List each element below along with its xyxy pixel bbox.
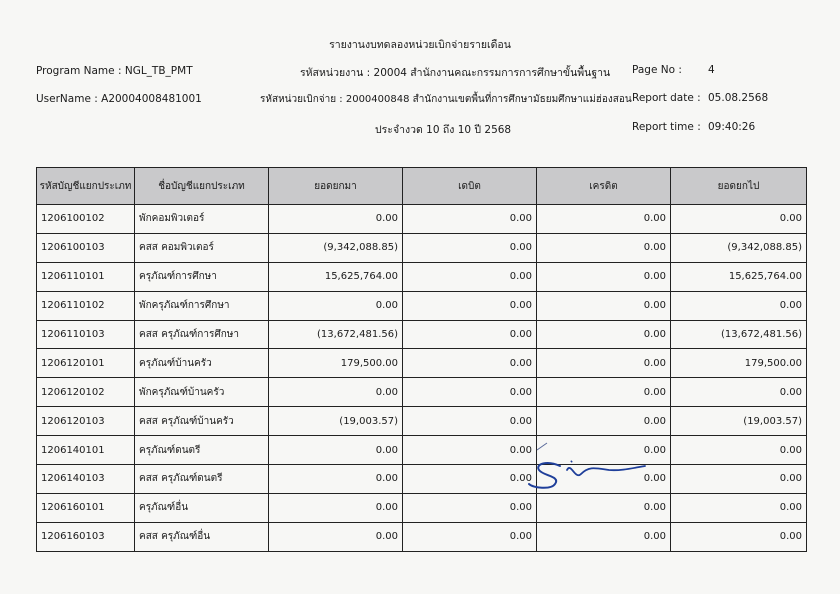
table-row bbox=[37, 465, 807, 494]
header-credit: เครดิต bbox=[537, 168, 671, 205]
cell-brought-forward: 0.00 bbox=[269, 522, 403, 551]
agency-line: รหัสหน่วยงาน : 20004 สำนักงานคณะกรรมการการศึกษาขั้นพื้นฐาน bbox=[300, 67, 611, 79]
cell-account-code: 1206160101 bbox=[37, 493, 135, 522]
cell-debit: 0.00 bbox=[403, 233, 537, 262]
cell-brought-forward: 0.00 bbox=[269, 378, 403, 407]
table-row bbox=[37, 436, 807, 465]
cell-account-code: 1206100102 bbox=[37, 205, 135, 234]
cell-account-code: 1206100103 bbox=[37, 233, 135, 262]
table-row bbox=[37, 522, 807, 551]
cell-account-name: คสส คอมพิวเตอร์ bbox=[135, 233, 269, 262]
cell-account-name: พักครุภัณฑ์การศึกษา bbox=[135, 291, 269, 320]
cell-carried-forward: (19,003.57) bbox=[671, 407, 807, 436]
cell-account-code: 1206110101 bbox=[37, 262, 135, 291]
cell-account-name: ครุภัณฑ์อื่น bbox=[135, 493, 269, 522]
table-row bbox=[37, 233, 807, 262]
cell-brought-forward: 0.00 bbox=[269, 291, 403, 320]
cell-account-name: คสส ครุภัณฑ์บ้านครัว bbox=[135, 407, 269, 436]
page-no-label: Page No : bbox=[632, 64, 682, 76]
table-row bbox=[37, 320, 807, 349]
report-date-label: Report date : bbox=[632, 92, 701, 104]
header-account-code: รหัสบัญชีแยกประเภท bbox=[37, 168, 135, 205]
cell-debit: 0.00 bbox=[403, 493, 537, 522]
cell-credit: 0.00 bbox=[537, 233, 671, 262]
cell-credit: 0.00 bbox=[537, 320, 671, 349]
cell-account-code: 1206120101 bbox=[37, 349, 135, 378]
cell-credit: 0.00 bbox=[537, 349, 671, 378]
cell-credit: 0.00 bbox=[537, 205, 671, 234]
cell-carried-forward: 0.00 bbox=[671, 493, 807, 522]
cell-carried-forward: (13,672,481.56) bbox=[671, 320, 807, 349]
cell-debit: 0.00 bbox=[403, 436, 537, 465]
report-title: รายงานงบทดลองหน่วยเบิกจ่ายรายเดือน bbox=[329, 39, 511, 51]
cell-account-code: 1206120102 bbox=[37, 378, 135, 407]
trial-balance-table bbox=[36, 167, 807, 552]
cell-account-name: คสส ครุภัณฑ์การศึกษา bbox=[135, 320, 269, 349]
username-value: A20004008481001 bbox=[101, 93, 202, 105]
cell-account-code: 1206120103 bbox=[37, 407, 135, 436]
cell-account-name: พักครุภัณฑ์บ้านครัว bbox=[135, 378, 269, 407]
cell-brought-forward: 15,625,764.00 bbox=[269, 262, 403, 291]
cell-brought-forward: (13,672,481.56) bbox=[269, 320, 403, 349]
cell-debit: 0.00 bbox=[403, 291, 537, 320]
username-row bbox=[36, 93, 202, 105]
cell-brought-forward: 179,500.00 bbox=[269, 349, 403, 378]
cell-credit: 0.00 bbox=[537, 436, 671, 465]
cell-carried-forward: 15,625,764.00 bbox=[671, 262, 807, 291]
table-row bbox=[37, 205, 807, 234]
program-name-row bbox=[36, 65, 193, 77]
cell-account-name: ครุภัณฑ์การศึกษา bbox=[135, 262, 269, 291]
header-debit: เดบิต bbox=[403, 168, 537, 205]
cell-brought-forward: 0.00 bbox=[269, 493, 403, 522]
cell-carried-forward: 0.00 bbox=[671, 378, 807, 407]
report-date-value: 05.08.2568 bbox=[708, 92, 769, 104]
cell-brought-forward: (19,003.57) bbox=[269, 407, 403, 436]
cell-credit: 0.00 bbox=[537, 407, 671, 436]
cell-credit: 0.00 bbox=[537, 465, 671, 494]
header-carried-forward: ยอดยกไป bbox=[671, 168, 807, 205]
cell-credit: 0.00 bbox=[537, 378, 671, 407]
program-name-label: Program Name : bbox=[36, 65, 122, 77]
table-row bbox=[37, 291, 807, 320]
cell-debit: 0.00 bbox=[403, 378, 537, 407]
cell-brought-forward: (9,342,088.85) bbox=[269, 233, 403, 262]
page-no-value: 4 bbox=[708, 64, 715, 76]
period-line: ประจำงวด 10 ถึง 10 ปี 2568 bbox=[375, 124, 512, 136]
cell-account-name: พักคอมพิวเตอร์ bbox=[135, 205, 269, 234]
report-time-value: 09:40:26 bbox=[708, 121, 756, 133]
cell-account-code: 1206140103 bbox=[37, 465, 135, 494]
cell-brought-forward: 0.00 bbox=[269, 465, 403, 494]
cell-brought-forward: 0.00 bbox=[269, 436, 403, 465]
table-row bbox=[37, 493, 807, 522]
cell-carried-forward: 179,500.00 bbox=[671, 349, 807, 378]
cell-debit: 0.00 bbox=[403, 465, 537, 494]
cell-account-code: 1206110103 bbox=[37, 320, 135, 349]
header-brought-forward: ยอดยกมา bbox=[269, 168, 403, 205]
cell-carried-forward: 0.00 bbox=[671, 436, 807, 465]
cell-brought-forward: 0.00 bbox=[269, 205, 403, 234]
cell-credit: 0.00 bbox=[537, 522, 671, 551]
cell-carried-forward: 0.00 bbox=[671, 291, 807, 320]
table-row bbox=[37, 349, 807, 378]
table-row bbox=[37, 407, 807, 436]
cell-account-name: ครุภัณฑ์ดนตรี bbox=[135, 436, 269, 465]
table-header-row bbox=[37, 168, 807, 205]
cell-account-code: 1206140101 bbox=[37, 436, 135, 465]
header-account-name: ชื่อบัญชีแยกประเภท bbox=[135, 168, 269, 205]
cell-debit: 0.00 bbox=[403, 205, 537, 234]
report-time-label: Report time : bbox=[632, 121, 701, 133]
cell-account-code: 1206110102 bbox=[37, 291, 135, 320]
cell-credit: 0.00 bbox=[537, 493, 671, 522]
cell-carried-forward: 0.00 bbox=[671, 205, 807, 234]
cell-credit: 0.00 bbox=[537, 262, 671, 291]
cell-debit: 0.00 bbox=[403, 320, 537, 349]
table-row bbox=[37, 262, 807, 291]
cell-carried-forward: (9,342,088.85) bbox=[671, 233, 807, 262]
username-label: UserName : bbox=[36, 93, 98, 105]
disbursing-unit-line: รหัสหน่วยเบิกจ่าย : 2000400848 สำนักงานเขตพื้นที่การศึกษามัธยมศึกษาแม่ฮ่องสอน bbox=[260, 94, 632, 105]
cell-debit: 0.00 bbox=[403, 349, 537, 378]
cell-carried-forward: 0.00 bbox=[671, 522, 807, 551]
cell-account-name: คสส ครุภัณฑ์อื่น bbox=[135, 522, 269, 551]
table-row bbox=[37, 378, 807, 407]
cell-account-code: 1206160103 bbox=[37, 522, 135, 551]
cell-debit: 0.00 bbox=[403, 262, 537, 291]
cell-credit: 0.00 bbox=[537, 291, 671, 320]
program-name-value: NGL_TB_PMT bbox=[124, 65, 193, 77]
cell-debit: 0.00 bbox=[403, 522, 537, 551]
cell-debit: 0.00 bbox=[403, 407, 537, 436]
cell-account-name: คสส ครุภัณฑ์ดนตรี bbox=[135, 465, 269, 494]
cell-carried-forward: 0.00 bbox=[671, 465, 807, 494]
cell-account-name: ครุภัณฑ์บ้านครัว bbox=[135, 349, 269, 378]
